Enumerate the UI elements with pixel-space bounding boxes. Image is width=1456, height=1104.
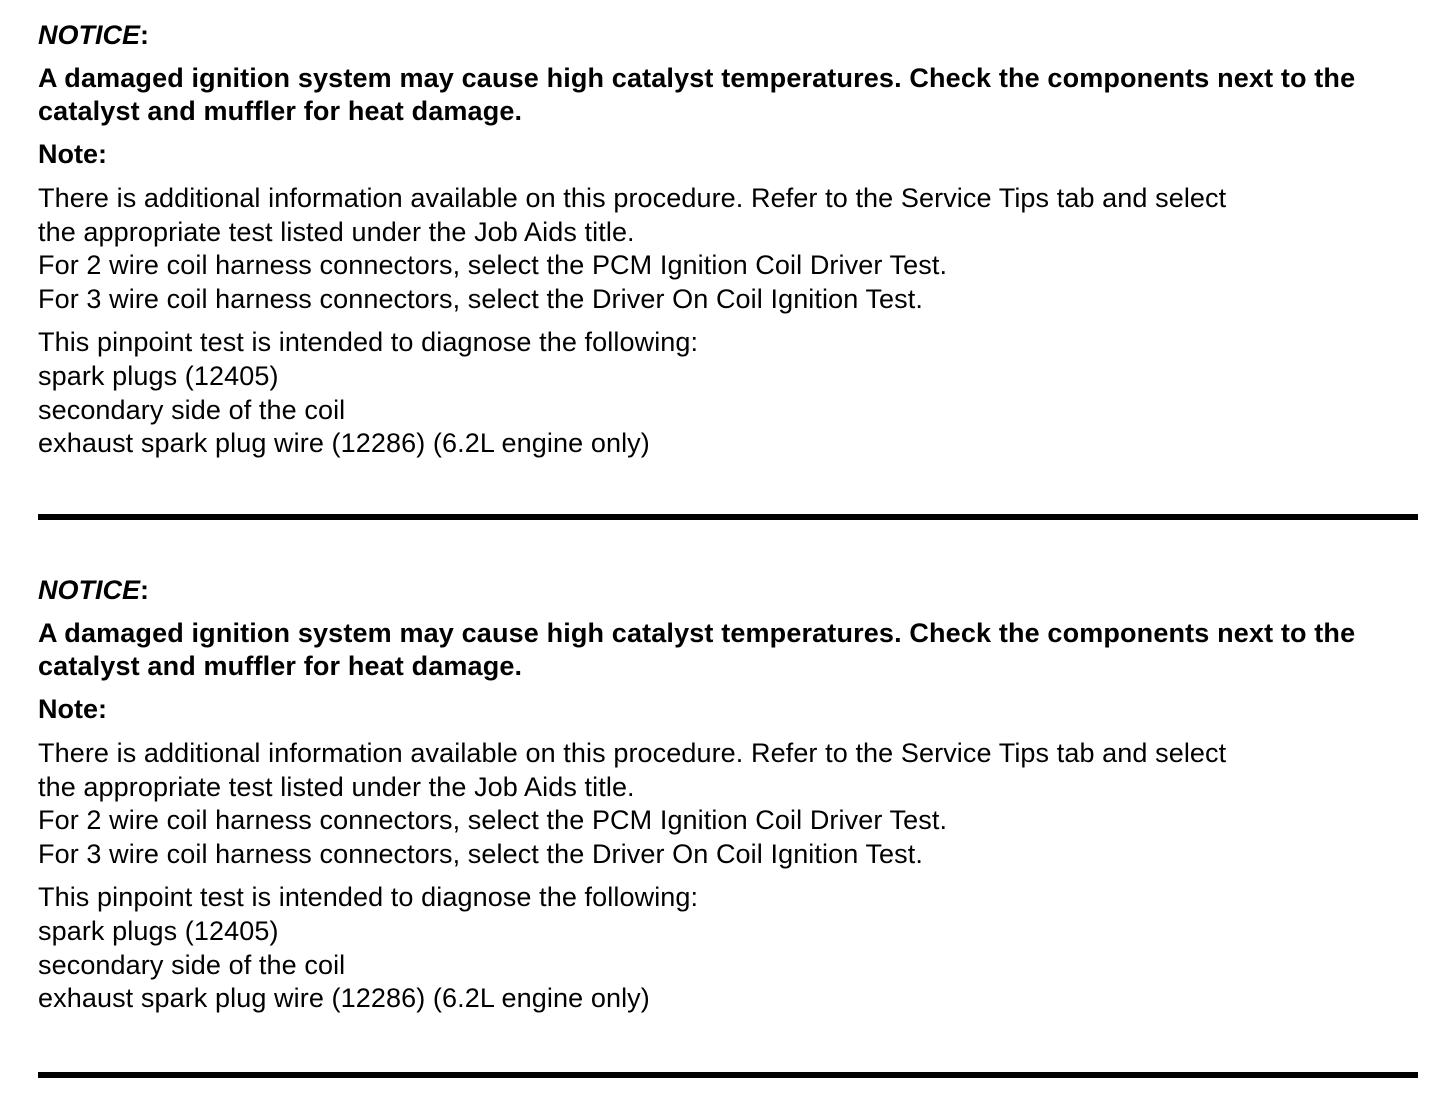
note-line: For 3 wire coil harness connectors, select the Driver On Coil Ignition Test. <box>38 283 923 314</box>
notice-text: A damaged ignition system may cause high catalyst temperatures. Check the components next to the catalyst and muffler for heat damage. <box>38 618 1356 681</box>
diagnose-item: secondary side of the coil <box>38 949 346 980</box>
notice-label-text: NOTICE <box>38 20 141 50</box>
note-line: the appropriate test listed under the Job Aids title. <box>38 771 635 802</box>
diagnose-intro: This pinpoint test is intended to diagnose the following: <box>38 882 699 913</box>
notice-text: A damaged ignition system may cause high catalyst temperatures. Check the components next to the catalyst and muffler for heat damage. <box>38 63 1356 126</box>
note-line: There is additional information available on this procedure. Refer to the Service Tips tab and select <box>38 738 1227 768</box>
diagnose-list <box>38 326 1418 460</box>
diagnose-intro: This pinpoint test is intended to diagnose the following: <box>38 327 699 358</box>
note-body <box>38 182 1418 316</box>
diagnose-item: spark plugs (12405) <box>38 915 279 946</box>
notice-label-colon: : <box>140 20 150 50</box>
notice-label-text: NOTICE <box>38 575 141 605</box>
diagnose-item: exhaust spark plug wire (12286) (6.2L engine only) <box>38 983 650 1014</box>
note-line: For 2 wire coil harness connectors, select the PCM Ignition Coil Driver Test. <box>38 250 948 281</box>
section-divider-1 <box>38 514 1418 520</box>
diagnose-item: secondary side of the coil <box>38 394 346 425</box>
note-label: Note: <box>38 139 107 169</box>
note-line: For 2 wire coil harness connectors, select the PCM Ignition Coil Driver Test. <box>38 805 948 836</box>
note-body <box>38 737 1418 871</box>
section-divider-2 <box>38 1072 1418 1078</box>
note-line: For 3 wire coil harness connectors, select the Driver On Coil Ignition Test. <box>38 838 923 869</box>
note-line: There is additional information available on this procedure. Refer to the Service Tips tab and select <box>38 183 1227 213</box>
diagnose-item: exhaust spark plug wire (12286) (6.2L engine only) <box>38 428 650 459</box>
notice-label <box>38 573 1418 607</box>
notice-label <box>38 18 1418 52</box>
notice-label-colon: : <box>140 575 150 605</box>
note-line: the appropriate test listed under the Job Aids title. <box>38 216 635 247</box>
diagnose-item: spark plugs (12405) <box>38 360 279 391</box>
procedure-section-1 <box>38 18 1418 461</box>
diagnose-list <box>38 881 1418 1015</box>
procedure-section-2 <box>38 573 1418 1016</box>
note-label: Note: <box>38 694 107 724</box>
